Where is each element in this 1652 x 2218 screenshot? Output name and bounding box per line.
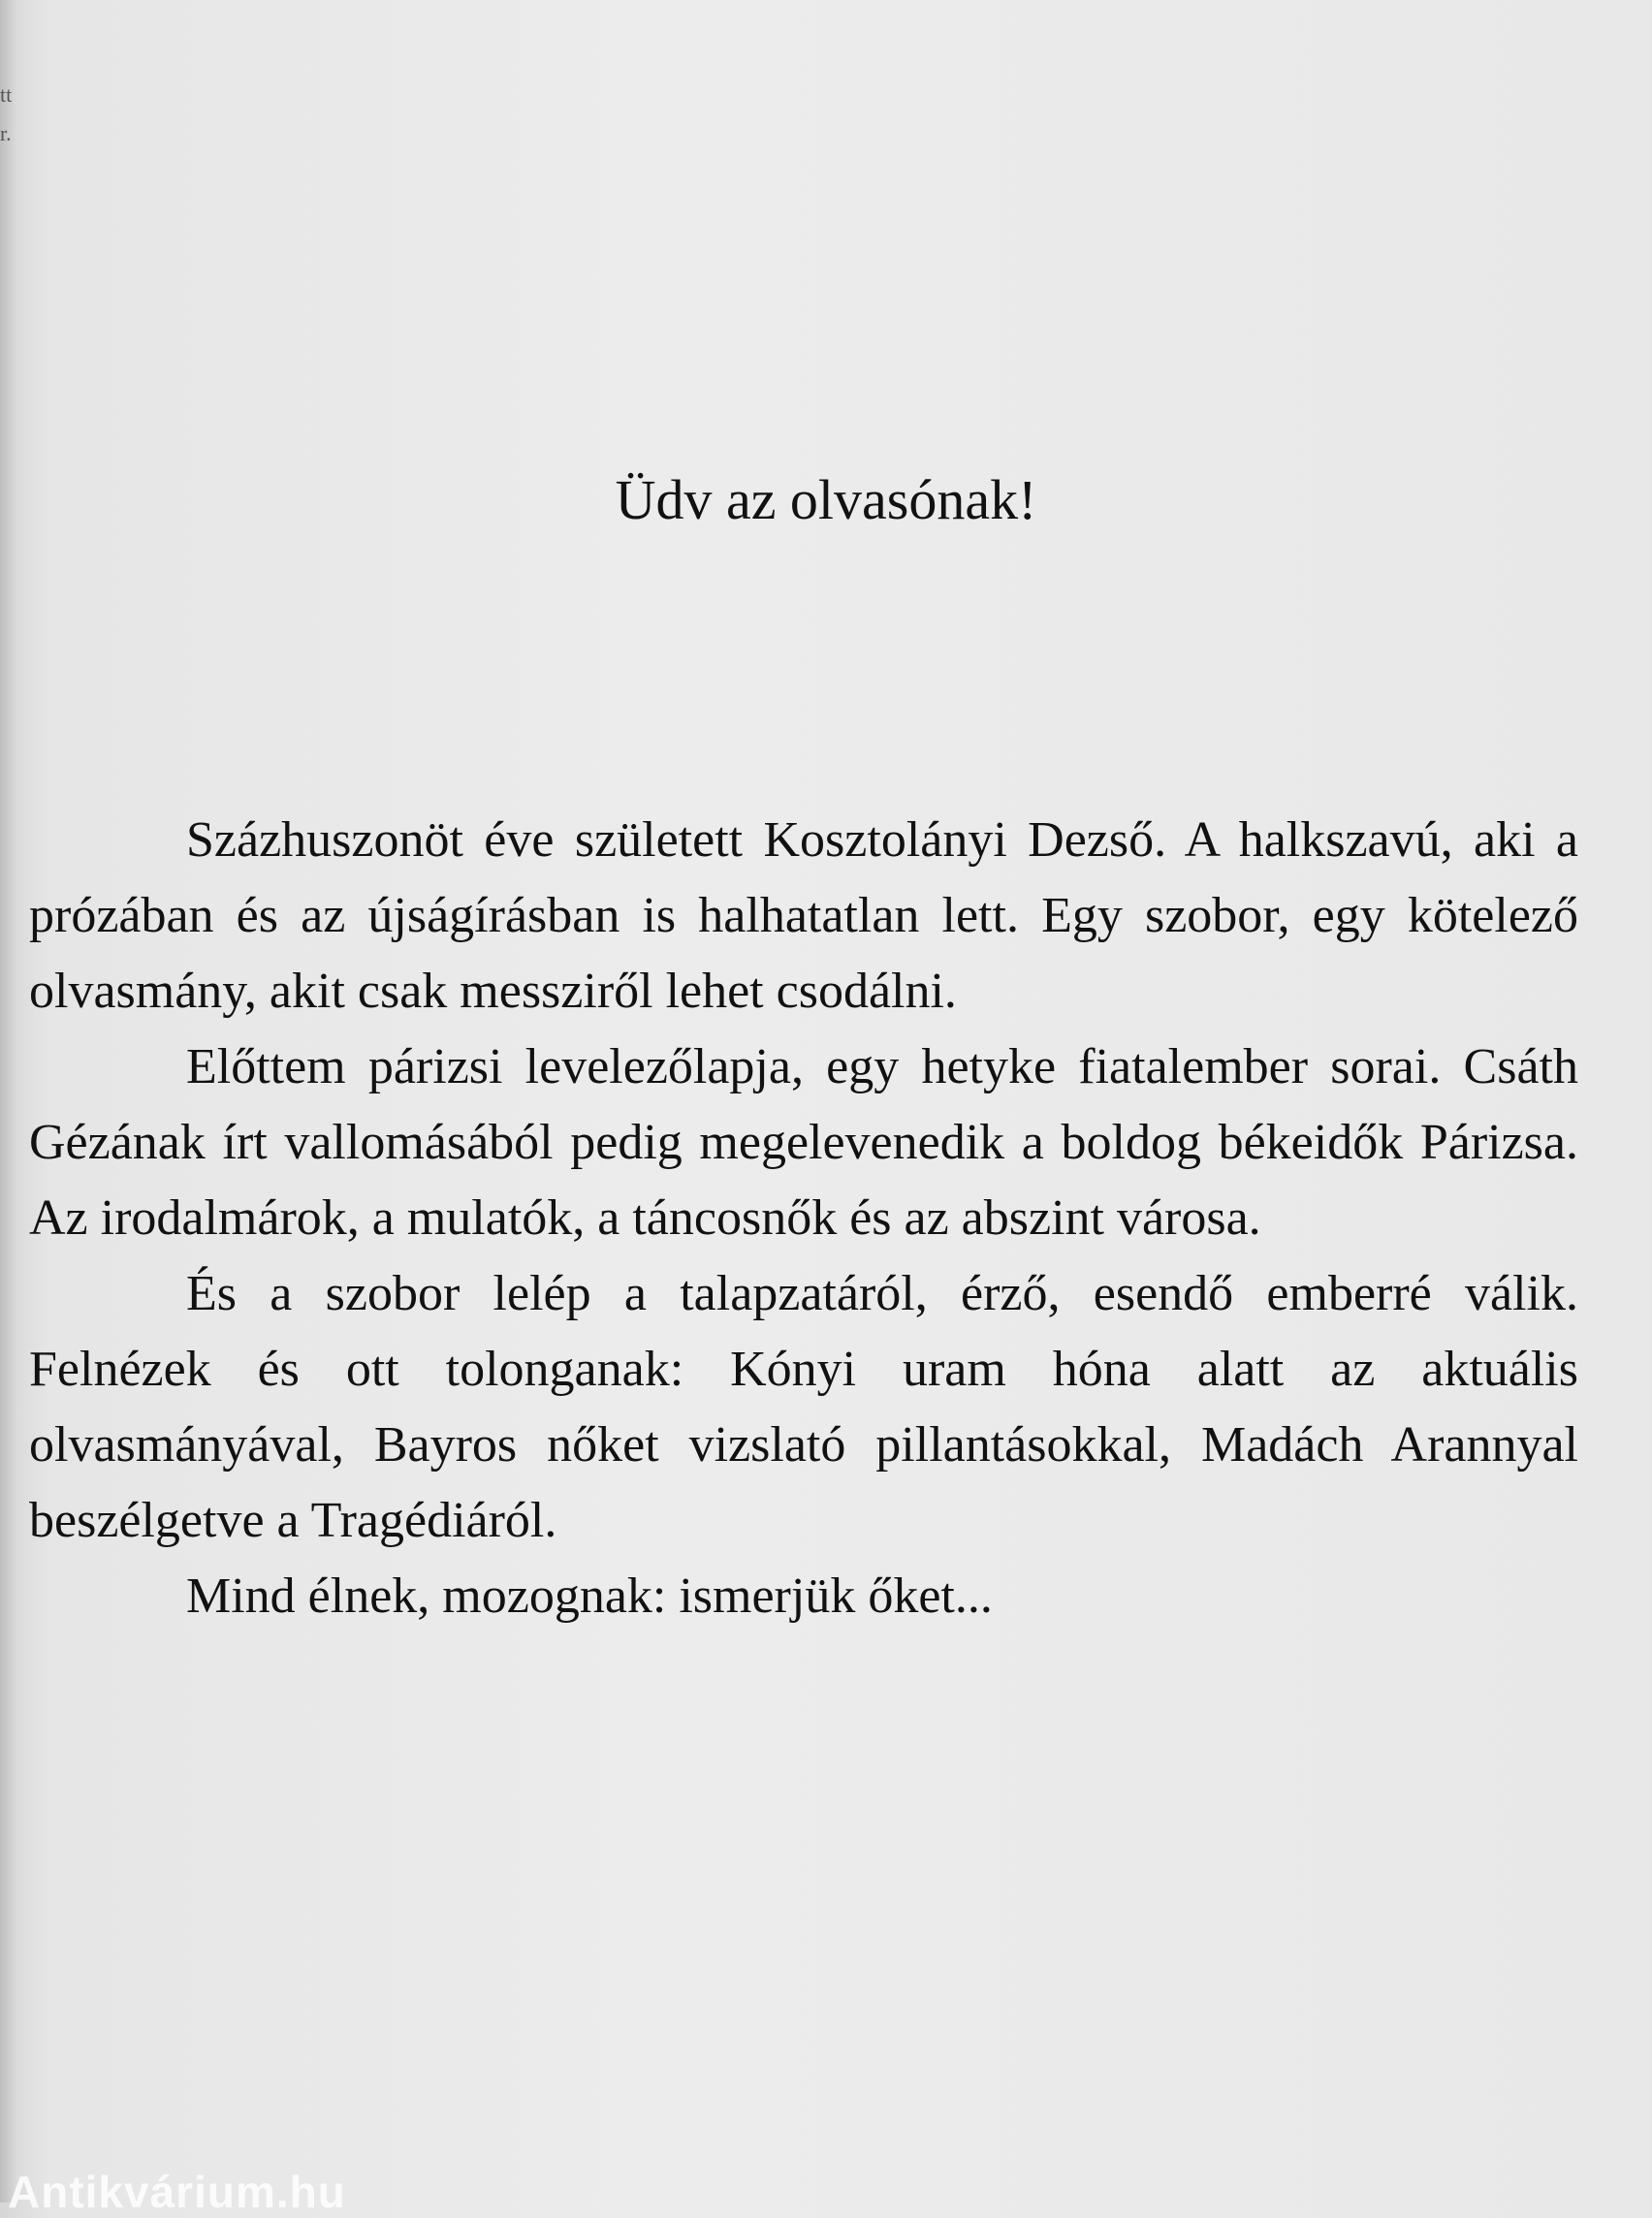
previous-page-edge <box>0 0 17 2202</box>
page-body <box>29 803 1578 1634</box>
page-title: Üdv az olvasónak! <box>615 468 1037 531</box>
paragraph-4: Mind élnek, mozognak: ismerjük őket... <box>186 1568 993 1624</box>
previous-page-text-fragment: tt r. <box>0 82 13 145</box>
paragraph-2: Előttem párizsi levelezőlapja, egy hetyke fiatalember sorai. Csáth Gézának írt vallomásából pedig megelevenedik a boldog békeidők Párizsa. Az irodalmárok, a mulatók, a táncosnők és az abszint városa. <box>29 1039 1578 1246</box>
watermark: Antikvárium.hu <box>8 2167 346 2217</box>
paragraph-3: És a szobor lelép a talapzatáról, érző, esendő emberré válik. Felnézek és ott tolonganak: Kónyi uram hóna alatt az aktuális olvasmányával, Bayros nőket vizslató pillantásokkal, Madách Arannyal beszélgetve a Tragédiáról. <box>29 1266 1578 1548</box>
paragraph-1: Százhuszonöt éve született Kosztolányi Dezső. A halkszavú, aki a prózában és az újságírásban is halhatatlan lett. Egy szobor, egy kötelező olvasmány, akit csak messziről lehet csodálni. <box>29 812 1578 1019</box>
